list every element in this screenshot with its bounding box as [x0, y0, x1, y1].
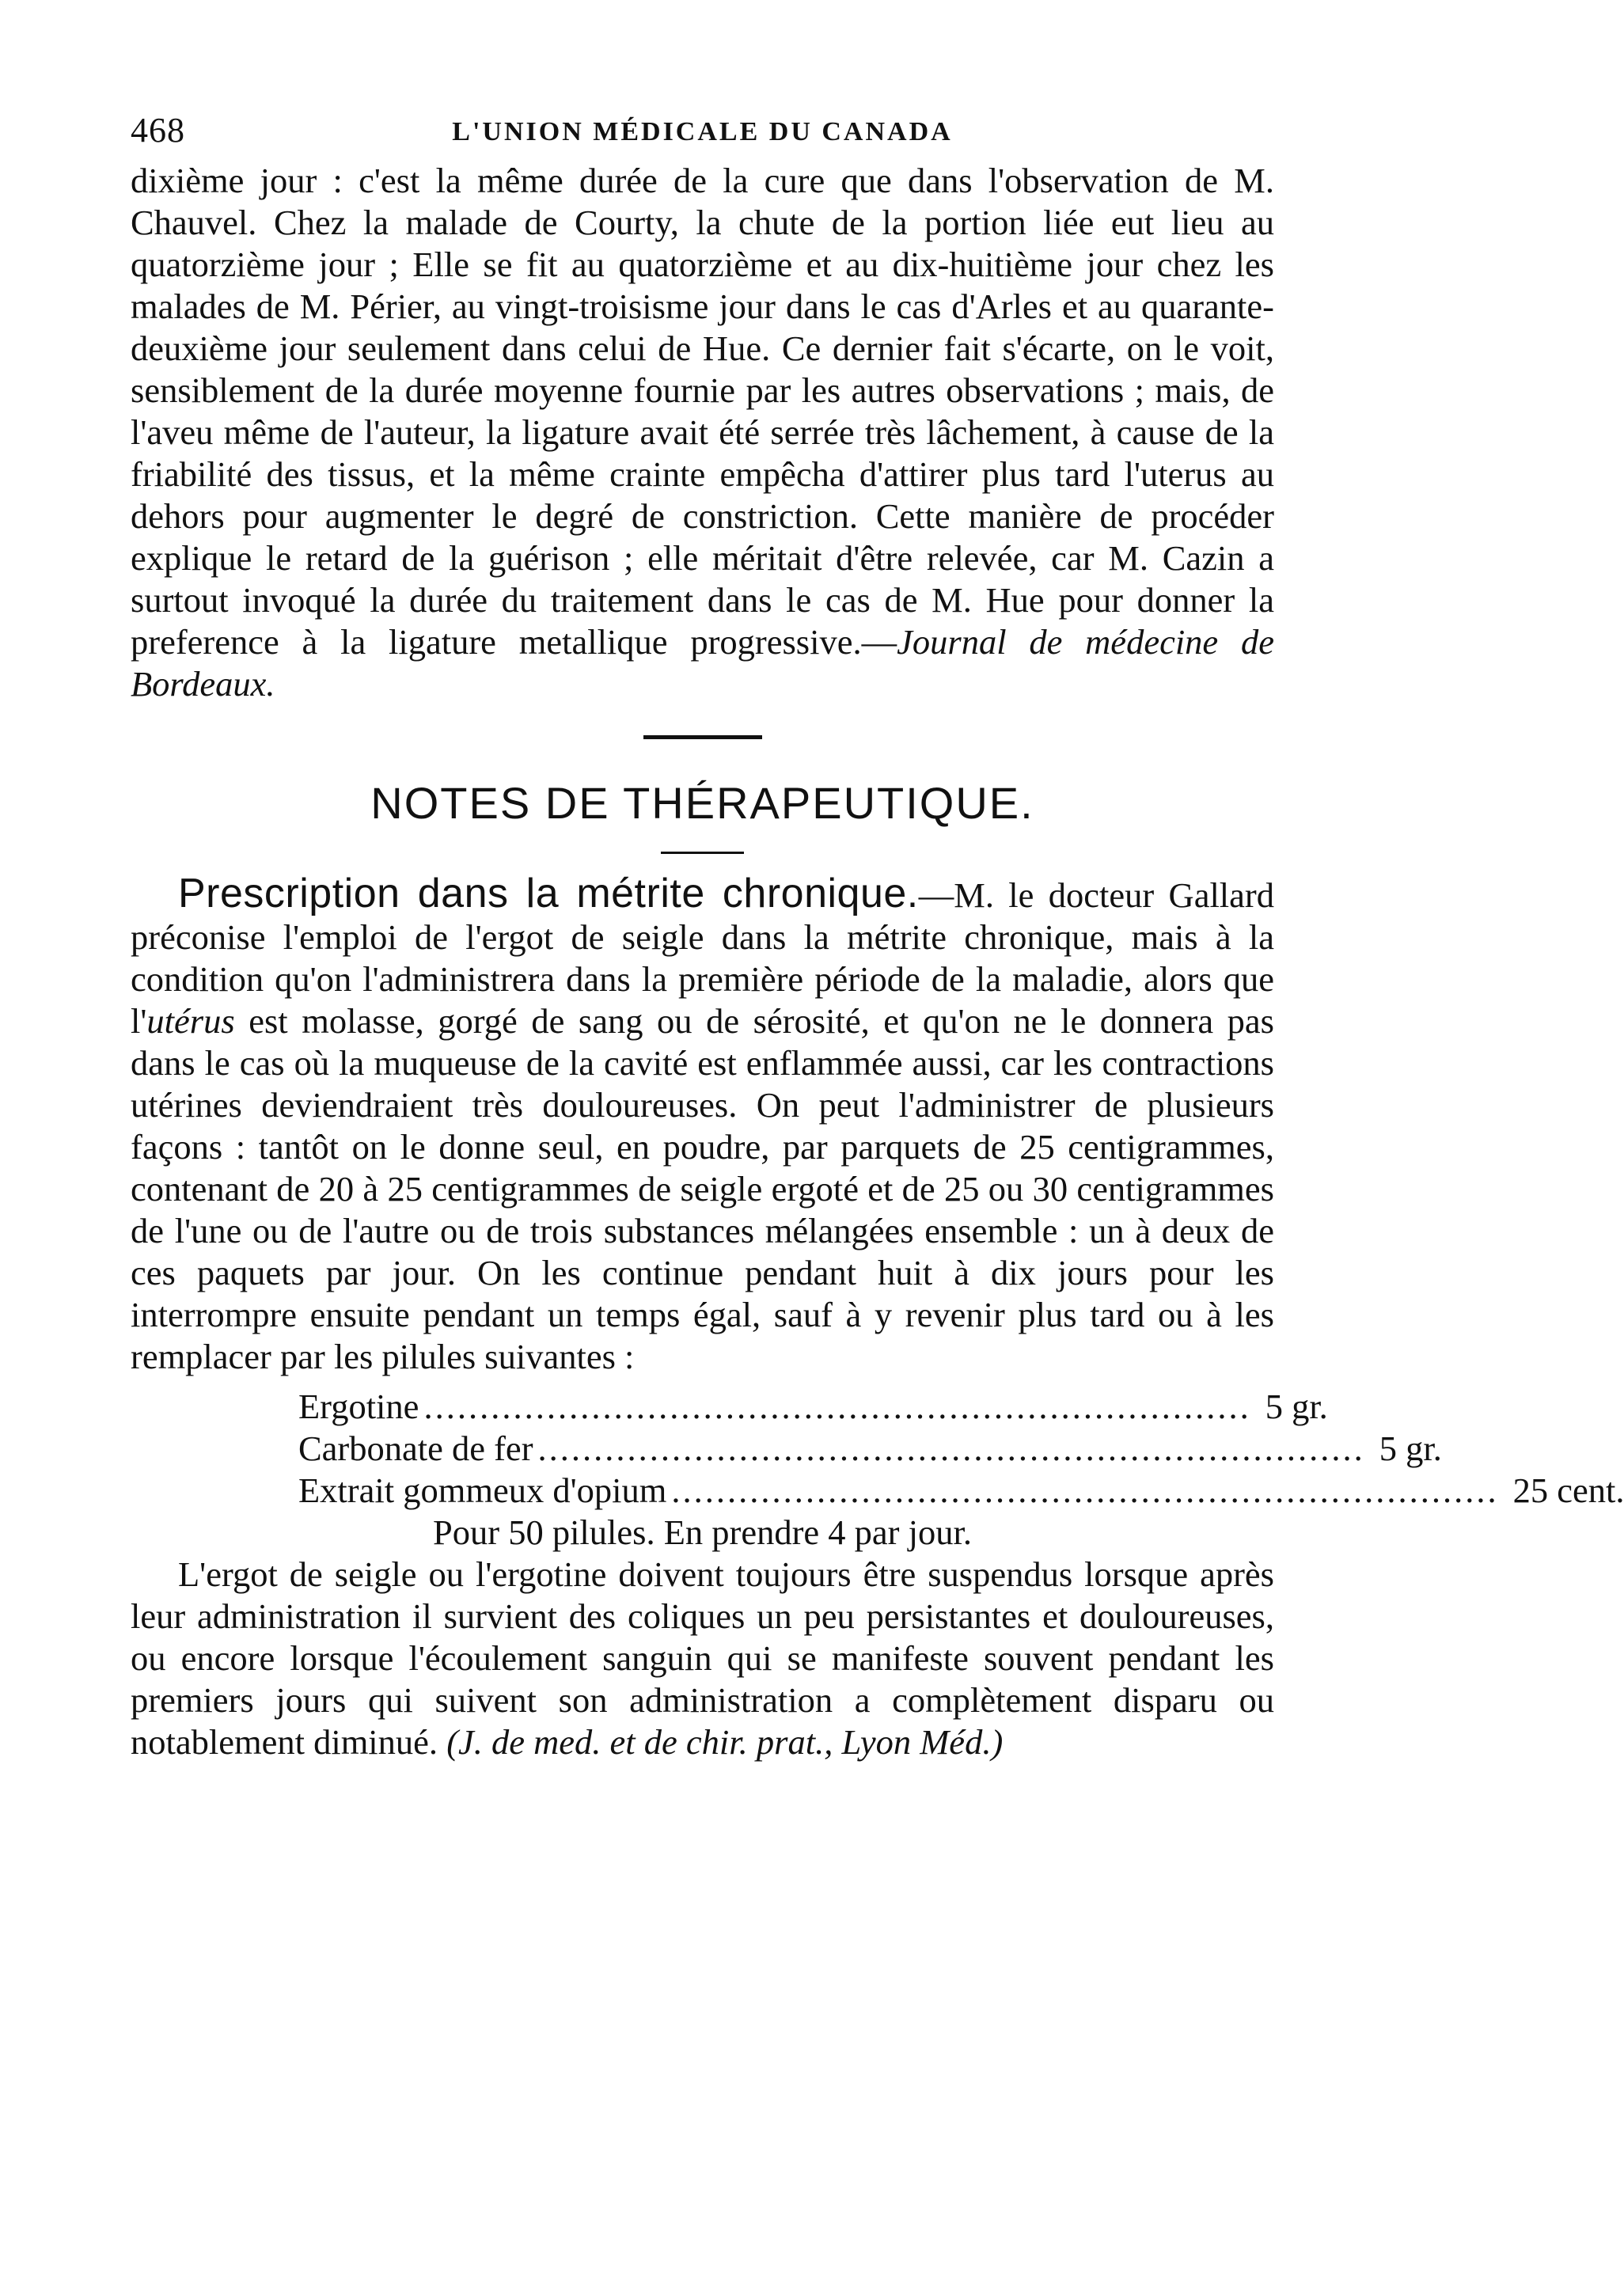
recipe-ingredient: Extrait gommeux d'opium [298, 1470, 667, 1510]
section-title: NOTES DE THÉRAPEUTIQUE. [370, 778, 1034, 828]
journal-title: L'UNION MÉDICALE DU CANADA [452, 117, 953, 146]
recipe-dose: 5 gr. [1379, 1429, 1442, 1468]
continuation-paragraph [131, 160, 1274, 705]
ergot-paragraph [131, 1554, 1274, 1763]
ergot-citation: (J. de med. et de chir. prat., Lyon Méd.) [446, 1722, 1004, 1762]
recipe-row [298, 1470, 1624, 1512]
prescription-text-b: est molasse, gorgé de sang ou de sérosité, et qu'on ne le donnera pas dans le cas où la muqueuse de la cavité est enflammée aussi, car les contractions utérines deviendraient très douloureuses. On peut l'administrer de plusieurs façons : tantôt on le donne seul, en poudre, par parquets de 25 centigrammes, contenant de 20 à 25 centigrammes de seigle ergoté et de 25 ou 30 centigrammes de l'une ou de l'autre ou de trois substances mélangées ensemble : un à deux de ces paquets par jour. On les continue pendant huit à dix jours pour les interrompre ensuite pendant un temps égal, sauf à y revenir plus tard ou à les remplacer par les pilules suivantes : [131, 1001, 1274, 1376]
pills-instruction: Pour 50 pilules. En prendre 4 par jour. [433, 1512, 972, 1552]
prescription-paragraph [131, 873, 1274, 1378]
page-number: 468 [131, 111, 185, 150]
title-divider [661, 852, 744, 854]
recipe-leader-dots: .......................................................................... [671, 1470, 1499, 1510]
recipe-dose: 5 gr. [1265, 1387, 1328, 1426]
recipe-list [298, 1386, 1624, 1512]
recipe-dose: 25 cent. [1512, 1470, 1624, 1510]
recipe-ingredient: Carbonate de fer [298, 1429, 533, 1468]
continuation-citation: Journal de médecine de Bordeaux. [131, 622, 1274, 704]
recipe-row [298, 1386, 1328, 1428]
ergot-text: L'ergot de seigle ou l'ergotine doivent toujours être suspendus lorsque après leur administration il survient des coliques un peu persistantes et douloureuses, ou encore lorsque l'écoulement sanguin qui se manifeste souvent pendant les premiers jours qui suivent son administration a complètement disparu ou notablement diminué. [131, 1554, 1274, 1762]
running-head [131, 111, 1274, 150]
section-divider [643, 735, 762, 739]
prescription-italic-word: utérus [146, 1001, 235, 1041]
page [131, 111, 1624, 1763]
recipe-row [298, 1428, 1442, 1470]
recipe-leader-dots: .......................................................................... [423, 1387, 1251, 1426]
recipe-leader-dots: .......................................................................... [537, 1429, 1365, 1468]
continuation-text: dixième jour : c'est la même durée de la cure que dans l'observation de M. Chauvel. Chez la malade de Courty, la chute de la portion liée eut lieu au quatorzième jour ; Elle se fit au quatorzième et au dix-huitième jour chez les malades de M. Périer, au vingt-troisisme jour dans le cas d'Arles et au quarante-deuxième jour seulement dans celui de Hue. Ce dernier fait s'écarte, on le voit, sensiblement de la durée moyenne fournie par les autres observations ; mais, de l'aveu même de l'auteur, la ligature avait été serrée très lâchement, à cause de la friabilité des tissus, et la même crainte empêcha d'attirer plus tard l'uterus au dehors pour augmenter le degré de constriction. Cette manière de procéder explique le retard de la guérison ; elle méritait d'être relevée, car M. Cazin a surtout invoqué la durée du traitement dans le cas de M. Hue pour donner la preference à la ligature metallique progressive.— [131, 161, 1274, 662]
recipe-ingredient: Ergotine [298, 1387, 419, 1426]
prescription-heading: Prescription dans la métrite chronique. [178, 871, 919, 916]
prescription-text-a: —M. le docteur Gallard préconise l'emploi de l'ergot de seigle dans la métrite chronique, mais à la condition qu'on l'administrera dans la première période de la maladie, alors que l' [131, 875, 1274, 1041]
